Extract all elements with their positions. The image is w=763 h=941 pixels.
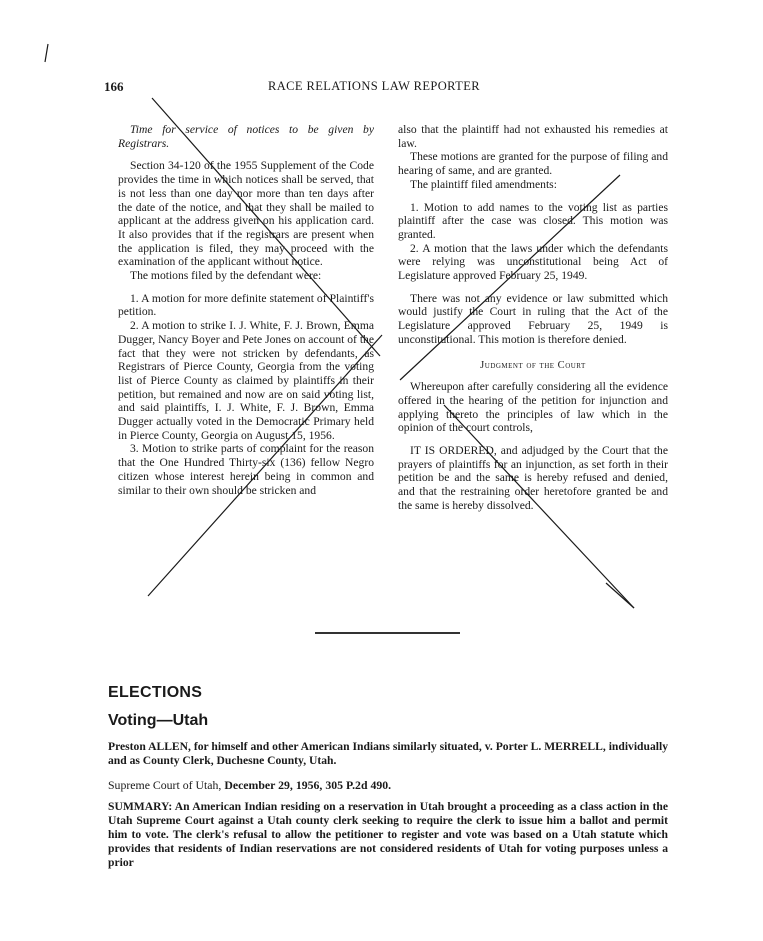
section-heading: ELECTIONS (108, 684, 203, 701)
citation-date: December 29, 1956, 305 P.2d 490. (224, 778, 392, 792)
right-amendment-2: 2. A motion that the laws under which the defendants were relying was unconstitutional being Act of Legislature approved February 25, 1949. (398, 241, 668, 283)
right-paragraph-3: The plaintiff filed amendments: (410, 177, 557, 191)
left-motion-1: 1. A motion for more definite statement of Plaintiff's petition. (118, 291, 374, 319)
right-paragraph-5: Whereupon after carefully considering all the evidence offered in the hearing of the petition for injunction and applying thereto the principles of law which in the opinion of the court controls, (398, 380, 668, 435)
right-amendment-1: 1. Motion to add names to the voting list as parties plaintiff after the case was closed. This motion was granted. (398, 200, 668, 241)
running-title: RACE RELATIONS LAW REPORTER (268, 79, 480, 93)
court-name: Supreme Court of Utah, (108, 778, 225, 792)
left-motion-2: 2. A motion to strike I. J. White, F. J. Brown, Emma Dugger, Nancy Boyer and Pete Jones on account of the fact that they were not stricken by defendants, as Registrars of Pierce County, Georgia from the voting list of Pierce County as claimed by plaintiffs in their petition, but remained and now are on said voting list, and said plaintiffs, I. J. White, F. J. Brown, Emma Dugger actually voted in the Democratic Primary held in Pierce County, Georgia on August 15, 1956. (118, 319, 374, 442)
page-number: 166 (104, 79, 124, 94)
right-column (398, 123, 668, 513)
subsection-heading: Voting—Utah (108, 712, 209, 729)
right-paragraph-1: also that the plaintiff had not exhausted his remedies at law. (398, 123, 668, 150)
case-summary: SUMMARY: An American Indian residing on a reservation in Utah brought a proceeding as a class action in the Utah Supreme Court against a Utah county clerk seeking to require the clerk to issue him a ballot and permit him to vote. The clerk's refusal to allow the petitioner to register and vote was based on a Utah statute which provides that residents of Indian reservations are not considered residents of Utah for voting purposes unless a prior (108, 800, 668, 869)
right-paragraph-6: IT IS ORDERED, and adjudged by the Court that the prayers of plaintiffs for an injunction, as set forth in their petition be and the same is hereby refused and denied, and that the restraining order heretofore granted be and the same is hereby dissolved. (398, 444, 668, 512)
left-paragraph-1: Section 34-120 of the 1955 Supplement of the Code provides the time in which notices shall be served, that is not less than one day nor more than ten days after the date of the notice, and that they shall be mailed to applicant at the address given on his application card. It also provides that if the registrars are present when the application is filed, they may proceed with the examination of the applicant without notice. (118, 159, 374, 269)
right-paragraph-2: These motions are granted for the purpose of filing and hearing of same, and are granted. (398, 150, 668, 178)
page-header (104, 79, 644, 97)
case-caption: Preston ALLEN, for himself and other American Indians similarly situated, v. Porter L. MERRELL, individually and as County Clerk, Duchesne County, Utah. (108, 740, 668, 767)
section-divider (315, 632, 460, 634)
left-heading: Time for service of notices to be given by Registrars. (118, 123, 374, 150)
right-paragraph-4: There was not any evidence or law submitted which would justify the Court in ruling that the Act of the Legislature approved February 25, 1949 is unconstitutional. This motion is therefore denied. (398, 291, 668, 346)
left-motion-3: 3. Motion to strike parts of complaint for the reason that the One Hundred Thirty-six (136) fellow Negro citizen whose interest herein being in common and similar to their own should be stricken and (118, 442, 374, 497)
left-column (118, 123, 374, 497)
left-margin-tick (45, 44, 48, 62)
right-cross-tail (606, 583, 634, 608)
court-citation (108, 778, 668, 793)
judgment-heading: Judgment of the Court (480, 359, 586, 371)
left-paragraph-2: The motions filed by the defendant were: (130, 269, 322, 283)
